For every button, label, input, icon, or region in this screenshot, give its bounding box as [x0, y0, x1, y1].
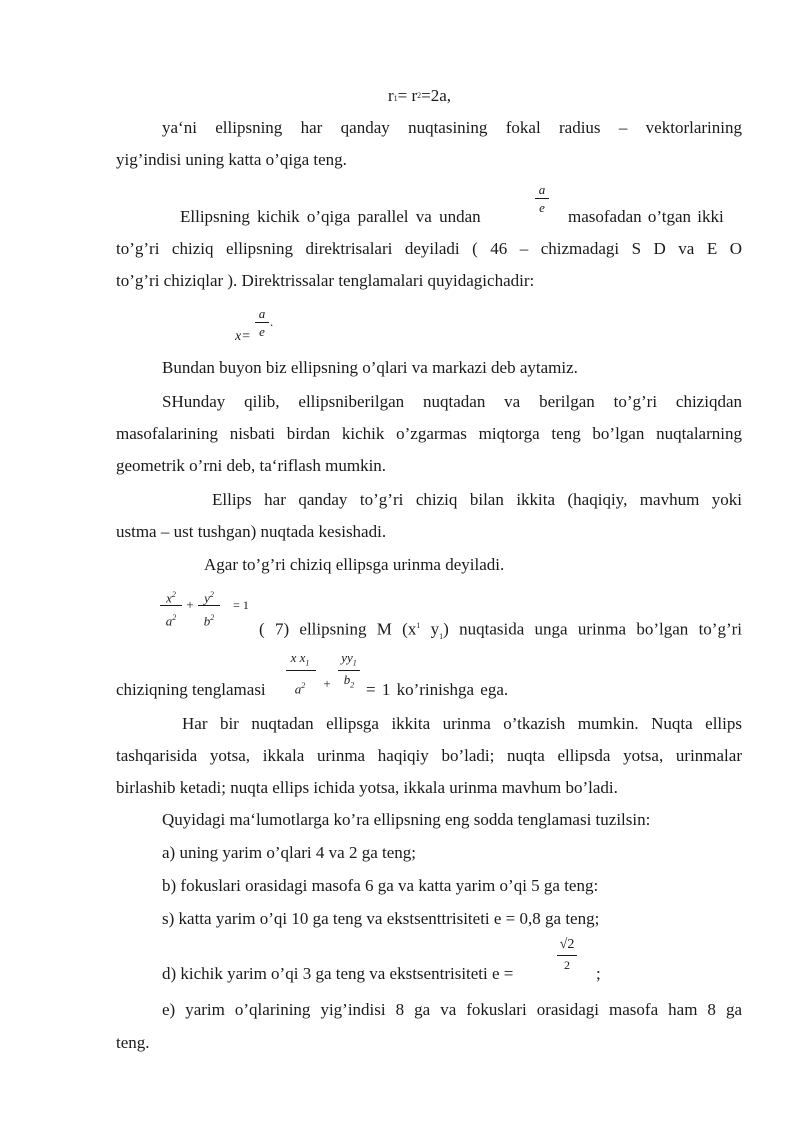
- fraction-xx1-a2: x $x_1$ $a^2$: [286, 651, 314, 696]
- p8-line3: birlashib ketadi; nuqta ellips ichida yotsa, ikkala urinma mavhum bo’ladi.: [116, 778, 618, 797]
- fraction-bar: [255, 322, 269, 323]
- formula-focal-sum: $r1= r^2=2a$,: [388, 86, 452, 105]
- p4-line3: geometrik o’rni deb, ta‘riflash mumkin.: [116, 456, 387, 475]
- fraction-y2-b2: $y^2$ $b^2$: [198, 588, 220, 629]
- p2-line2: to’g’ri chiziq ellipsning direktrisalari deyiladi ( 46 – chizmadagi S D va E O: [116, 239, 742, 258]
- p2-line1-a: Ellipsning kichik o’qiga parallel va undan: [180, 207, 481, 226]
- item-e-line2: teng.: [116, 1033, 150, 1052]
- p7-line2-b: = 1 ko’rinishga ega.: [366, 680, 509, 699]
- fraction-a-over-e: a e: [534, 183, 550, 215]
- fraction-bar: [160, 605, 182, 606]
- p8-line2: tashqarisida yotsa, ikkala urinma haqiqiy bo’ladi; nuqta ellipsda yotsa, urinmalar: [116, 746, 742, 765]
- p7-line2-a: chiziqning tenglamasi: [116, 680, 266, 699]
- directrix-dot: .: [270, 314, 274, 329]
- p1-line1: ya‘ni ellipsning har qanday nuqtasining fokal radius – vektorlarining: [162, 118, 742, 137]
- p2-line3: to’g’ri chiziqlar ). Direktrissalar tenglamalari quyidagichadir:: [116, 271, 535, 290]
- fraction-bar: [557, 955, 577, 956]
- p8-line1: Har bir nuqtadan ellipsga ikkita urinma o’tkazish mumkin. Nuqta ellips: [182, 714, 742, 733]
- directrix-lhs: x=: [235, 329, 251, 344]
- p1-line2: yig’indisi uning katta o’qiga teng.: [116, 150, 347, 169]
- fraction-bar: [286, 670, 316, 671]
- p9-line: Quyidagi ma‘lumotlarga ko’ra ellipsning eng sodda tenglamasi tuzilsin:: [162, 810, 651, 829]
- p4-line2: masofalarining nisbati birdan kichik o’zgarmas miqtorga teng bo’lgan nuqtalarning: [116, 424, 742, 443]
- p4-line1: SHunday qilib, ellipsniberilgan nuqtadan va berilgan to’g’ri chiziqdan: [162, 392, 742, 411]
- fraction-x2-a2: $x^2$ $a^2$: [160, 588, 182, 629]
- equals-one: = 1: [233, 598, 249, 612]
- tangent-equation: [286, 651, 356, 697]
- ellipse-equation: [160, 588, 250, 634]
- item-e-line1: e) yarim o’qlarining yig’indisi 8 ga va fokuslari orasidagi masofa ham 8 ga: [162, 1000, 742, 1019]
- p6-line: Agar to’g’ri chiziq ellipsga urinma deyiladi.: [204, 555, 505, 574]
- p5-line1: Ellips har qanday to’g’ri chiziq bilan ikkita (haqiqiy, mavhum yoki: [212, 490, 742, 509]
- p2-line1-b: masofadan o’tgan ikki: [568, 207, 724, 226]
- fraction-yy1-b2: $yy_1$ $b_2$: [338, 651, 360, 692]
- p3-line: Bundan buyon biz ellipsning o’qlari va markazi deb aytamiz.: [162, 358, 578, 377]
- item-a: a) uning yarim o’qlari 4 va 2 ga teng;: [162, 843, 416, 862]
- plus-sign: +: [186, 597, 194, 612]
- item-b: b) fokuslari orasidagi masofa 6 ga va katta yarim o’qi 5 ga teng:: [162, 876, 599, 895]
- fraction-bar: [338, 670, 360, 671]
- fraction-bar: [535, 198, 549, 199]
- fraction-bar: [198, 605, 220, 606]
- plus-sign: +: [323, 676, 331, 691]
- p5-line2: ustma – ust tushgan) nuqtada kesishadi.: [116, 522, 387, 541]
- item-d: d) kichik yarim o’qi 3 ga teng va ekstsentrisiteti e =: [162, 964, 514, 983]
- item-s: s) katta yarim o’qi 10 ga teng va ekstsenttrisiteti e = 0,8 ga teng;: [162, 909, 600, 928]
- p7-line1: ( 7) ellipsning M ($x^1$ $y_1$) nuqtasida unga urinma bo’lgan to’g’ri: [259, 619, 742, 642]
- fraction-sqrt2-over-2: √2 2: [556, 938, 578, 972]
- item-d-end: ;: [596, 964, 601, 983]
- directrix-fraction: a e: [255, 307, 269, 339]
